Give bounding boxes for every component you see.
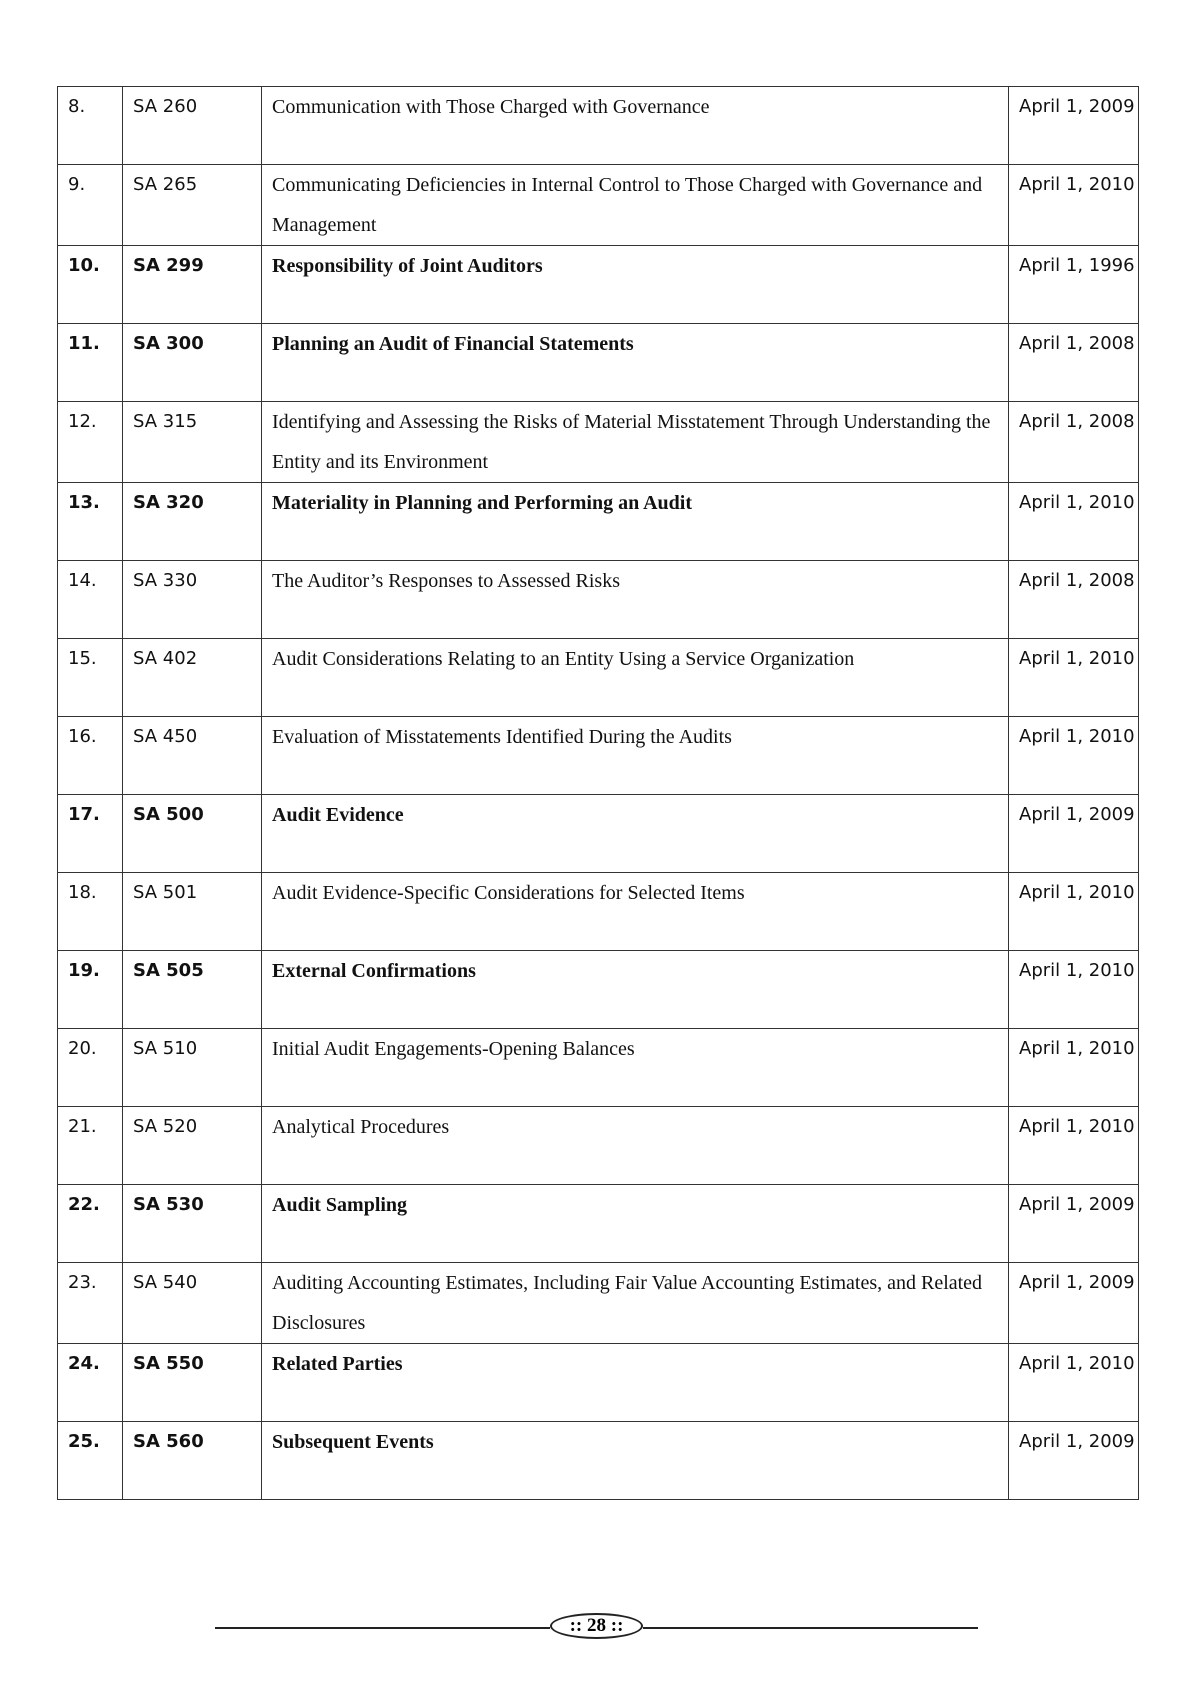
table-row xyxy=(58,246,1139,324)
table-row xyxy=(58,1185,1139,1263)
row-number-cell: 8. xyxy=(58,87,123,165)
standards-table xyxy=(57,86,1139,1500)
standard-title-cell: Initial Audit Engagements-Opening Balances xyxy=(262,1029,1009,1107)
table-row xyxy=(58,795,1139,873)
effective-date-cell: April 1, 2010 xyxy=(1009,951,1139,1029)
footer-rule-right xyxy=(643,1627,978,1629)
standard-code-cell: SA 299 xyxy=(123,246,262,324)
effective-date-cell: April 1, 2008 xyxy=(1009,324,1139,402)
standard-code-cell: SA 260 xyxy=(123,87,262,165)
table-row xyxy=(58,873,1139,951)
effective-date-cell: April 1, 2009 xyxy=(1009,1263,1139,1344)
row-number-cell: 9. xyxy=(58,165,123,246)
effective-date-cell: April 1, 2010 xyxy=(1009,1107,1139,1185)
row-number-cell: 19. xyxy=(58,951,123,1029)
effective-date-cell: April 1, 2010 xyxy=(1009,639,1139,717)
row-number-cell: 15. xyxy=(58,639,123,717)
effective-date-cell: April 1, 2010 xyxy=(1009,1029,1139,1107)
row-number-cell: 10. xyxy=(58,246,123,324)
standard-code-cell: SA 550 xyxy=(123,1344,262,1422)
table-row xyxy=(58,561,1139,639)
page-footer xyxy=(215,1612,978,1642)
standard-title-cell: Audit Considerations Relating to an Entity Using a Service Organization xyxy=(262,639,1009,717)
effective-date-cell: April 1, 2009 xyxy=(1009,1185,1139,1263)
row-number-cell: 13. xyxy=(58,483,123,561)
row-number-cell: 24. xyxy=(58,1344,123,1422)
standard-title-cell: Audit Sampling xyxy=(262,1185,1009,1263)
effective-date-cell: April 1, 2008 xyxy=(1009,402,1139,483)
standard-code-cell: SA 500 xyxy=(123,795,262,873)
row-number-cell: 18. xyxy=(58,873,123,951)
footer-rule-left xyxy=(215,1627,550,1629)
standard-title-cell: Analytical Procedures xyxy=(262,1107,1009,1185)
table-row xyxy=(58,639,1139,717)
row-number-cell: 11. xyxy=(58,324,123,402)
page-number: :: 28 :: xyxy=(550,1613,643,1639)
table-row xyxy=(58,1029,1139,1107)
standard-title-cell: Evaluation of Misstatements Identified During the Audits xyxy=(262,717,1009,795)
effective-date-cell: April 1, 2010 xyxy=(1009,483,1139,561)
standards-table-body xyxy=(58,87,1139,1500)
effective-date-cell: April 1, 2009 xyxy=(1009,87,1139,165)
table-row xyxy=(58,87,1139,165)
row-number-cell: 25. xyxy=(58,1422,123,1500)
standard-title-cell: Subsequent Events xyxy=(262,1422,1009,1500)
table-row xyxy=(58,1344,1139,1422)
table-row xyxy=(58,324,1139,402)
standard-title-cell: Audit Evidence-Specific Considerations for Selected Items xyxy=(262,873,1009,951)
standard-title-cell: Planning an Audit of Financial Statements xyxy=(262,324,1009,402)
effective-date-cell: April 1, 1996 xyxy=(1009,246,1139,324)
table-row xyxy=(58,165,1139,246)
standard-code-cell: SA 265 xyxy=(123,165,262,246)
standard-title-cell: The Auditor’s Responses to Assessed Risks xyxy=(262,561,1009,639)
effective-date-cell: April 1, 2009 xyxy=(1009,795,1139,873)
row-number-cell: 17. xyxy=(58,795,123,873)
standard-title-cell: Communication with Those Charged with Governance xyxy=(262,87,1009,165)
table-row xyxy=(58,1263,1139,1344)
effective-date-cell: April 1, 2008 xyxy=(1009,561,1139,639)
standard-title-cell: Related Parties xyxy=(262,1344,1009,1422)
table-row xyxy=(58,717,1139,795)
table-row xyxy=(58,402,1139,483)
row-number-cell: 22. xyxy=(58,1185,123,1263)
row-number-cell: 14. xyxy=(58,561,123,639)
standard-title-cell: Identifying and Assessing the Risks of Material Misstatement Through Understanding the Entity and its Environment xyxy=(262,402,1009,483)
row-number-cell: 21. xyxy=(58,1107,123,1185)
effective-date-cell: April 1, 2009 xyxy=(1009,1422,1139,1500)
table-row xyxy=(58,1422,1139,1500)
standard-title-cell: Communicating Deficiencies in Internal Control to Those Charged with Governance and Management xyxy=(262,165,1009,246)
standard-code-cell: SA 320 xyxy=(123,483,262,561)
standard-title-cell: Auditing Accounting Estimates, Including Fair Value Accounting Estimates, and Related Disclosures xyxy=(262,1263,1009,1344)
standard-code-cell: SA 315 xyxy=(123,402,262,483)
standard-code-cell: SA 501 xyxy=(123,873,262,951)
standard-title-cell: Materiality in Planning and Performing an Audit xyxy=(262,483,1009,561)
table-row xyxy=(58,951,1139,1029)
row-number-cell: 23. xyxy=(58,1263,123,1344)
effective-date-cell: April 1, 2010 xyxy=(1009,1344,1139,1422)
row-number-cell: 12. xyxy=(58,402,123,483)
standard-code-cell: SA 530 xyxy=(123,1185,262,1263)
standard-code-cell: SA 560 xyxy=(123,1422,262,1500)
standard-code-cell: SA 330 xyxy=(123,561,262,639)
effective-date-cell: April 1, 2010 xyxy=(1009,165,1139,246)
standard-code-cell: SA 540 xyxy=(123,1263,262,1344)
effective-date-cell: April 1, 2010 xyxy=(1009,717,1139,795)
standard-title-cell: Audit Evidence xyxy=(262,795,1009,873)
row-number-cell: 20. xyxy=(58,1029,123,1107)
standard-code-cell: SA 300 xyxy=(123,324,262,402)
row-number-cell: 16. xyxy=(58,717,123,795)
standard-code-cell: SA 510 xyxy=(123,1029,262,1107)
standard-code-cell: SA 505 xyxy=(123,951,262,1029)
table-row xyxy=(58,1107,1139,1185)
standard-code-cell: SA 402 xyxy=(123,639,262,717)
table-row xyxy=(58,483,1139,561)
standard-code-cell: SA 520 xyxy=(123,1107,262,1185)
standard-title-cell: External Confirmations xyxy=(262,951,1009,1029)
effective-date-cell: April 1, 2010 xyxy=(1009,873,1139,951)
standard-title-cell: Responsibility of Joint Auditors xyxy=(262,246,1009,324)
standard-code-cell: SA 450 xyxy=(123,717,262,795)
